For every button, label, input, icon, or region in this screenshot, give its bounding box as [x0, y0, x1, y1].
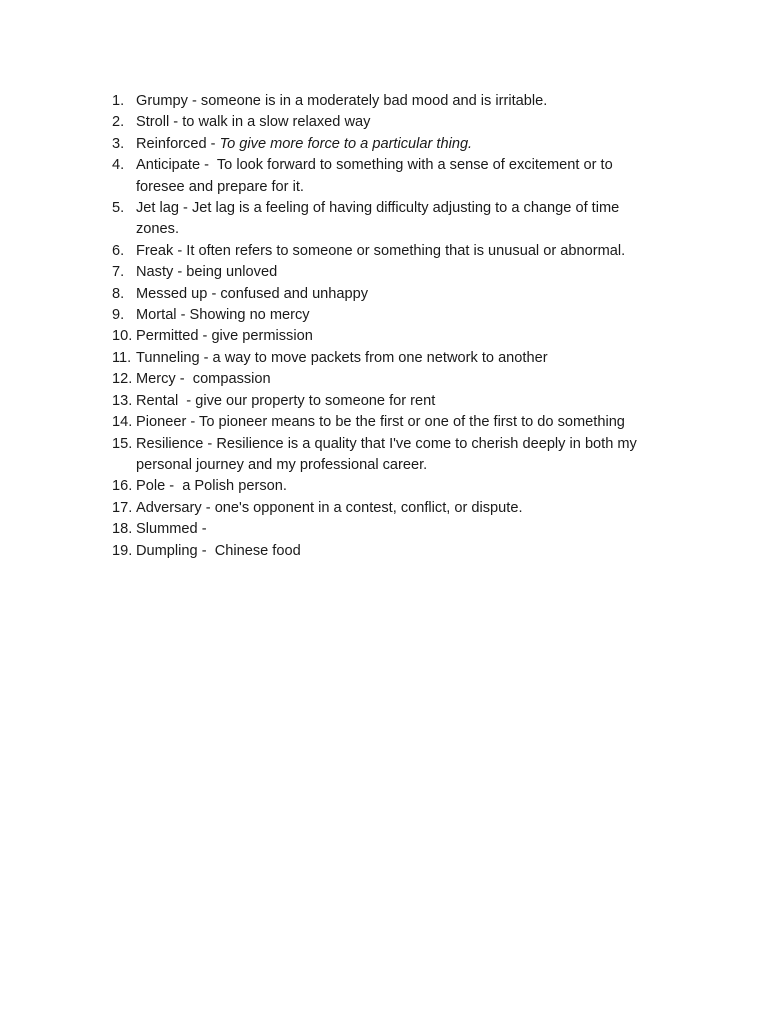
- item-term: Permitted: [136, 328, 199, 345]
- item-number: 16.: [112, 478, 133, 495]
- item-term: Resilience: [136, 435, 204, 452]
- item-number: 15.: [112, 435, 133, 452]
- item-definition: a Polish person.: [182, 478, 287, 495]
- item-term: Jet lag: [136, 200, 179, 217]
- item-number: 4.: [112, 157, 125, 174]
- item-term: Rental: [136, 392, 179, 409]
- list-item: [112, 348, 657, 369]
- item-term: Grumpy: [136, 93, 188, 109]
- item-definition: Jet lag is a feeling of having difficulty adjusting to a change of time zones.: [136, 200, 620, 238]
- item-number: 13.: [112, 392, 133, 409]
- item-separator: -: [201, 499, 215, 516]
- list-item: [112, 326, 657, 347]
- item-definition: a way to move packets from one network to another: [212, 349, 548, 366]
- item-separator: -: [206, 135, 220, 152]
- item-number: 14.: [112, 414, 133, 431]
- list-item: [112, 434, 657, 477]
- item-definition: Chinese food: [214, 542, 301, 559]
- item-definition: Showing no mercy: [189, 307, 310, 324]
- item-separator: -: [197, 542, 215, 559]
- list-item: [112, 391, 657, 412]
- item-term: Freak: [136, 242, 174, 259]
- item-term: Mortal: [136, 307, 177, 324]
- item-number: 7.: [112, 264, 125, 281]
- item-term: Anticipate: [136, 157, 201, 174]
- item-definition: give permission: [211, 328, 313, 345]
- item-term: Messed up: [136, 285, 208, 302]
- item-separator: -: [200, 157, 217, 174]
- item-term: Reinforced: [136, 135, 207, 152]
- item-definition: It often refers to someone or something that is unusual or abnormal.: [186, 242, 626, 259]
- item-separator: -: [178, 392, 196, 409]
- item-separator: -: [187, 93, 201, 109]
- item-separator: -: [165, 478, 183, 495]
- list-item: [112, 91, 657, 112]
- item-number: 17.: [112, 499, 133, 516]
- item-definition: To pioneer means to be the first or one of the first to do something: [199, 414, 625, 431]
- item-number: 9.: [112, 307, 125, 324]
- item-number: 2.: [112, 114, 125, 131]
- item-definition: being unloved: [186, 264, 278, 281]
- item-definition: Resilience is a quality that I've come to cherish deeply in both my personal journey and my professional career.: [136, 435, 637, 473]
- list-item: [112, 262, 657, 283]
- item-definition: someone is in a moderately bad mood and is irritable.: [200, 93, 548, 109]
- item-definition: to walk in a slow relaxed way: [182, 114, 371, 131]
- list-item: [112, 134, 657, 155]
- item-definition: compassion: [192, 371, 271, 388]
- item-separator: -: [186, 414, 200, 431]
- list-item: [112, 284, 657, 305]
- list-item: [112, 412, 657, 433]
- item-number: 8.: [112, 285, 125, 302]
- item-definition: one's opponent in a contest, conflict, or dispute.: [214, 499, 523, 516]
- item-number: 10.: [112, 328, 133, 345]
- list-item: [112, 476, 657, 497]
- item-number: 6.: [112, 242, 125, 259]
- vocabulary-list: [112, 91, 657, 562]
- list-item: [112, 155, 657, 198]
- item-number: 12.: [112, 371, 133, 388]
- item-separator: -: [197, 521, 207, 538]
- item-term: Dumpling: [136, 542, 198, 559]
- item-term: Adversary: [136, 499, 202, 516]
- list-item: [112, 241, 657, 262]
- item-term: Nasty: [136, 264, 174, 281]
- list-item: [112, 305, 657, 326]
- item-definition: give our property to someone for rent: [195, 392, 436, 409]
- list-item: [112, 369, 657, 390]
- item-definition: To look forward to something with a sense of excitement or to foresee and prepare for it.: [136, 157, 613, 195]
- item-number: 5.: [112, 200, 125, 217]
- item-separator: -: [173, 264, 187, 281]
- item-separator: -: [207, 285, 221, 302]
- list-item: [112, 112, 657, 133]
- item-separator: -: [179, 200, 192, 217]
- item-separator: -: [198, 328, 212, 345]
- item-term: Slummed: [136, 521, 198, 538]
- item-separator: -: [169, 114, 183, 131]
- item-term: Pole: [136, 478, 166, 495]
- item-definition: To give more force to a particular thing.: [219, 135, 473, 152]
- item-term: Tunneling: [136, 349, 200, 366]
- item-separator: -: [199, 349, 213, 366]
- item-term: Mercy: [136, 371, 176, 388]
- item-number: 11.: [112, 349, 132, 366]
- item-term: Stroll: [136, 114, 170, 131]
- item-number: 19.: [112, 542, 133, 559]
- item-term: Pioneer: [136, 414, 187, 431]
- item-definition: confused and unhappy: [220, 285, 369, 302]
- item-number: 1.: [112, 93, 125, 109]
- list-item: [112, 519, 657, 540]
- list-item: [112, 198, 657, 241]
- item-separator: -: [173, 242, 187, 259]
- item-separator: -: [176, 307, 190, 324]
- list-item: [112, 541, 657, 562]
- item-number: 3.: [112, 135, 125, 152]
- list-item: [112, 498, 657, 519]
- item-separator: -: [203, 435, 217, 452]
- item-separator: -: [175, 371, 193, 388]
- item-number: 18.: [112, 521, 133, 538]
